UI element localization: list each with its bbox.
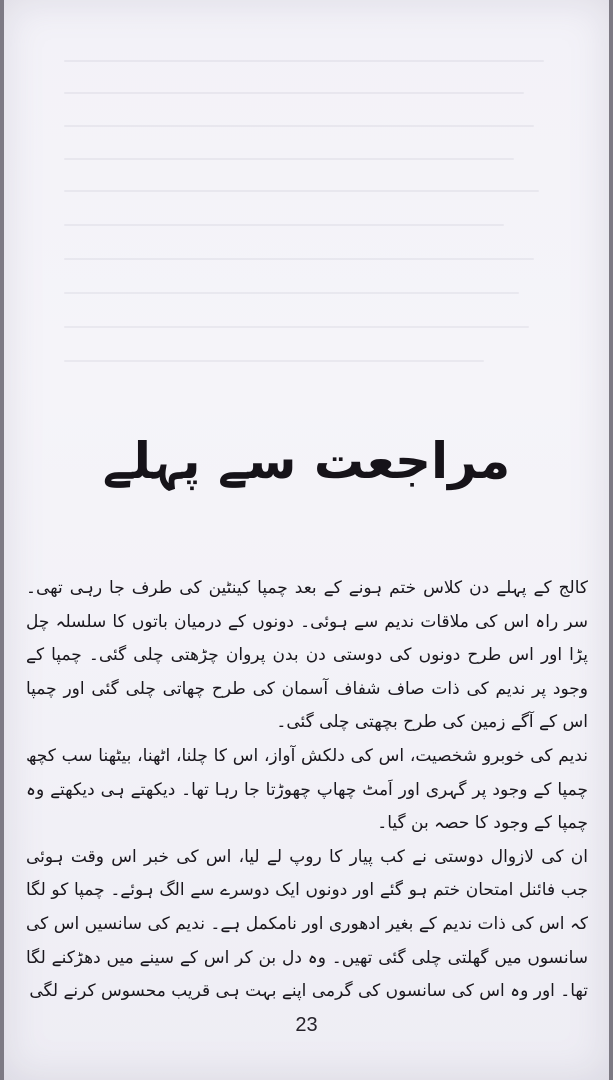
chapter-title: مراجعت سے پہلے xyxy=(102,432,511,490)
show-through-line xyxy=(64,258,534,260)
show-through-line xyxy=(64,360,484,362)
show-through-line xyxy=(64,125,534,127)
paragraph: ندیم کی خوبرو شخصیت، اس کی دلکش آواز، اس کا چلنا، اٹھنا، بیٹھنا سب کچھ چمپا کے وجود پر گہری اور اَمٹ چھاپ چھوڑتا جا رہا تھا۔ دیکھتے ہی دیکھتے وہ چمپا کے وجود کا حصہ بن گیا۔ xyxy=(26,745,588,834)
page-number: 23 xyxy=(295,1014,318,1036)
show-through-line xyxy=(64,292,519,294)
show-through-line xyxy=(64,326,529,328)
chapter-body xyxy=(26,572,588,1009)
paragraph: ان کی لازوال دوستی نے کب پیار کا روپ لے لیا، اس کی خبر اس وقت ہوئی جب فائنل امتحان ختم ہو گئے اور دونوں ایک دوسرے سے الگ ہوئے۔ چمپا کو لگا کہ اس کی ذات ندیم کے بغیر ادھوری اور نامکمل ہے۔ ندیم کی سانسیں اس کی سانسوں میں گھلتی چلی گئی تھیں۔ وہ دل بن کر اس کے سینے میں دھڑکنے لگا تھا۔ اور وہ اس کی سانسوں کی گرمی اپنے بہت ہی قریب محسوس کرنے لگی xyxy=(26,846,588,1002)
show-through-line xyxy=(64,224,504,226)
show-through-line xyxy=(64,60,544,62)
paragraph: کالج کے پہلے دن کلاس ختم ہونے کے بعد چمپا کینٹین کی طرف جا رہی تھی۔ سر راہ اس کی ملاقات ندیم سے ہوئی۔ دونوں کے درمیان باتوں کا سلسلہ چل پڑا اور اس طرح دونوں کی دوستی دن بدن پروان چڑھتی چلی گئی۔ چمپا کے وجود پر ندیم کی ذات صاف شفاف آسمان کی طرح چھاتی چلی گئی اور چمپا اس کے آگے زمین کی طرح بچھتی چلی گئی۔ xyxy=(26,578,588,733)
show-through-line xyxy=(64,190,539,192)
book-page xyxy=(4,0,609,1080)
show-through-line xyxy=(64,158,514,160)
show-through-line xyxy=(64,92,524,94)
